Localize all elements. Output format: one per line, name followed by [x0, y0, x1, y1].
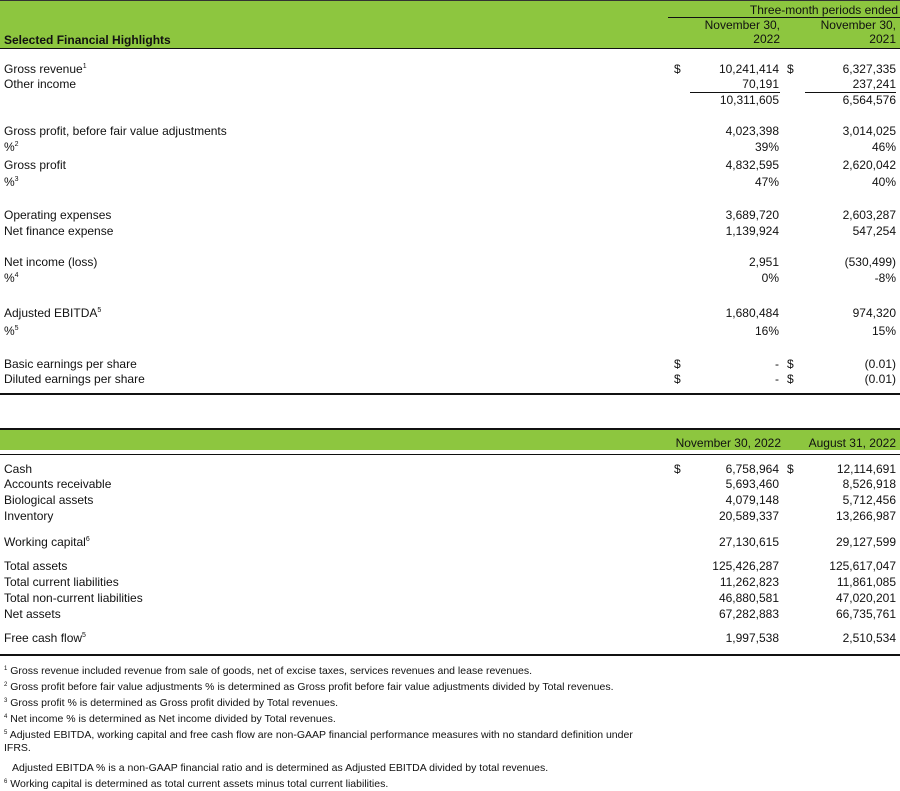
- row-label: [4, 575, 119, 589]
- value-col2: 5,712,456: [842, 493, 896, 507]
- table2-bottom-rule: [0, 654, 900, 656]
- footnote-ref: 1: [82, 63, 87, 70]
- row-label-text: Net assets: [4, 607, 61, 621]
- table1-header-rule: [0, 48, 900, 49]
- row-label: [4, 255, 97, 269]
- footnote-text: Gross profit % is determined as Gross profit divided by Total revenues.: [10, 697, 339, 709]
- footnote-number: 2: [4, 682, 8, 688]
- currency-symbol: $: [787, 357, 794, 371]
- row-label: [4, 591, 143, 605]
- value-col2: (0.01): [864, 357, 896, 371]
- row-label-text: Total current liabilities: [4, 575, 119, 589]
- row-label-text: Operating expenses: [4, 208, 112, 222]
- value-col2: 8,526,918: [842, 477, 896, 491]
- footnote-ref: 5: [14, 325, 19, 332]
- footnote: [4, 680, 614, 694]
- value-col2: 2,603,287: [842, 208, 896, 222]
- footnote-text: Gross revenue included revenue from sale of goods, net of excise taxes, services revenues and lease revenues.: [10, 665, 533, 677]
- value-col1: 39%: [754, 140, 779, 154]
- value-col1: 4,079,148: [725, 493, 779, 507]
- row-label: [4, 631, 86, 645]
- value-col1: 125,426,287: [712, 559, 779, 573]
- row-label-text: Gross revenue: [4, 62, 83, 76]
- row-label-text: Net income (loss): [4, 255, 98, 269]
- row-label-text: Total assets: [4, 559, 68, 573]
- value-col2: 3,014,025: [842, 124, 896, 138]
- value-col2: 66,735,761: [835, 607, 896, 621]
- value-col2: 6,327,335: [842, 62, 896, 76]
- row-label: [4, 509, 53, 523]
- value-col2: -8%: [874, 271, 896, 285]
- footnote-number: 4: [4, 714, 8, 720]
- row-label: [4, 559, 67, 573]
- value-col2: (530,499): [844, 255, 896, 269]
- value-col2: 2,620,042: [842, 158, 896, 172]
- footnote: [4, 712, 336, 726]
- row-label-text: Cash: [4, 462, 33, 476]
- subtotal-rule-col2: [805, 92, 896, 93]
- row-label: [4, 62, 87, 76]
- footnote-text: Adjusted EBITDA, working capital and free cash flow are non-GAAP financial performance measures with no standard definition under: [9, 729, 633, 741]
- value-col1: 70,191: [742, 77, 779, 91]
- row-label-text: Diluted earnings per share: [4, 372, 145, 386]
- currency-symbol: $: [674, 62, 681, 76]
- row-label-text: Adjusted EBITDA: [4, 306, 98, 320]
- footnote-ref: 6: [85, 536, 90, 543]
- value-col1: 2,951: [748, 255, 779, 269]
- table2-col1-header: November 30, 2022: [675, 436, 781, 450]
- footnote-text: IFRS.: [4, 742, 31, 754]
- row-label-text: %: [4, 324, 15, 338]
- row-label-text: Inventory: [4, 509, 54, 523]
- col1-header-line1: November 30,: [704, 18, 780, 32]
- value-col1: 6,758,964: [725, 462, 779, 476]
- footnote: [4, 741, 31, 755]
- row-label: [4, 124, 227, 138]
- value-col2: 13,266,987: [835, 509, 896, 523]
- currency-symbol: $: [787, 62, 794, 76]
- row-label-text: %: [4, 175, 15, 189]
- row-label-text: Gross profit: [4, 158, 67, 172]
- row-label: [4, 158, 66, 172]
- row-label: [4, 175, 19, 189]
- value-col1: 67,282,883: [718, 607, 779, 621]
- value-col1: 16%: [754, 324, 779, 338]
- value-col2: 125,617,047: [829, 559, 896, 573]
- row-label-text: Gross profit, before fair value adjustments: [4, 124, 227, 138]
- footnote: [4, 728, 633, 742]
- currency-symbol: $: [787, 462, 794, 476]
- table1-bottom-rule: [0, 393, 900, 395]
- row-label-text: Working capital: [4, 535, 86, 549]
- value-col1: 3,689,720: [725, 208, 779, 222]
- value-col1: 5,693,460: [725, 477, 779, 491]
- value-col1: -: [775, 357, 779, 371]
- table1-title: Selected Financial Highlights: [4, 33, 171, 47]
- value-col2: 974,320: [852, 306, 896, 320]
- value-col1: 10,241,414: [718, 62, 779, 76]
- value-col2: 29,127,599: [835, 535, 896, 549]
- row-label: [4, 306, 101, 320]
- table2-header-rule: [0, 454, 900, 455]
- row-label: [4, 271, 19, 285]
- footnote-text: Gross profit before fair value adjustments % is determined as Gross profit before fair value adjustments divided by Total revenues.: [10, 681, 614, 693]
- row-label-text: Basic earnings per share: [4, 357, 137, 371]
- footnote-ref: 5: [82, 632, 86, 639]
- row-label: [4, 493, 93, 507]
- value-col1: 11,262,823: [719, 575, 779, 589]
- footnote-ref: 2: [14, 141, 19, 148]
- table2-col2-header: August 31, 2022: [808, 436, 896, 450]
- value-col1: 10,311,605: [719, 93, 779, 107]
- row-label: [4, 140, 19, 154]
- value-col1: 27,130,615: [718, 535, 779, 549]
- col2-header-line1: November 30,: [820, 18, 896, 32]
- period-header: Three-month periods ended: [749, 3, 898, 17]
- footnote: [12, 761, 548, 775]
- value-col1: -: [775, 372, 779, 386]
- currency-symbol: $: [674, 372, 681, 386]
- row-label: [4, 462, 32, 476]
- row-label-text: Biological assets: [4, 493, 94, 507]
- value-col2: 46%: [871, 140, 896, 154]
- value-col1: 0%: [761, 271, 779, 285]
- table2-top-border: [0, 428, 900, 430]
- value-col1: 20,589,337: [718, 509, 779, 523]
- value-col1: 46,880,581: [718, 591, 779, 605]
- footnote-number: 3: [4, 698, 8, 704]
- row-label: [4, 208, 111, 222]
- value-col2: 237,241: [852, 77, 896, 91]
- row-label-text: Other income: [4, 77, 77, 91]
- footnote-ref: 3: [14, 176, 19, 183]
- row-label: [4, 372, 145, 386]
- row-label-text: Net finance expense: [4, 224, 114, 238]
- table1-top-border: [0, 0, 900, 1]
- value-col2: 11,861,085: [836, 575, 896, 589]
- footnote-text: Working capital is determined as total current assets minus total current liabilities.: [10, 778, 389, 790]
- value-col2: 15%: [871, 324, 896, 338]
- row-label: [4, 77, 76, 91]
- value-col2: 12,114,691: [836, 462, 896, 476]
- footnote-text: Net income % is determined as Net income divided by Total revenues.: [10, 713, 336, 725]
- value-col1: 1,680,484: [725, 306, 779, 320]
- value-col2: 6,564,576: [842, 93, 896, 107]
- subtotal-rule-col1: [690, 92, 780, 93]
- row-label-text: %: [4, 271, 15, 285]
- footnote-text: Adjusted EBITDA % is a non-GAAP financial ratio and is determined as Adjusted EBITDA divided by total revenues.: [12, 762, 549, 774]
- row-label-text: Accounts receivable: [4, 477, 112, 491]
- value-col2: 40%: [871, 175, 896, 189]
- row-label-text: Total non-current liabilities: [4, 591, 143, 605]
- value-col2: 2,510,534: [842, 631, 896, 645]
- footnote: [4, 664, 532, 678]
- footnote: [4, 777, 388, 791]
- value-col1: 4,832,595: [725, 158, 779, 172]
- value-col2: (0.01): [864, 372, 896, 386]
- footnote-number: 5: [4, 730, 8, 736]
- row-label: [4, 224, 113, 238]
- footnote-ref: 5: [97, 307, 102, 314]
- row-label: [4, 535, 90, 549]
- currency-symbol: $: [787, 372, 794, 386]
- row-label: [4, 324, 19, 338]
- value-col1: 4,023,398: [725, 124, 779, 138]
- col1-header-line2: 2022: [753, 32, 780, 46]
- value-col1: 1,997,538: [725, 631, 779, 645]
- value-col1: 1,139,924: [725, 224, 779, 238]
- col2-header-line2: 2021: [869, 32, 896, 46]
- footnote-ref: 4: [14, 272, 19, 279]
- currency-symbol: $: [674, 357, 681, 371]
- row-label: [4, 357, 137, 371]
- row-label: [4, 607, 61, 621]
- row-label-text: Free cash flow: [4, 631, 83, 645]
- value-col2: 547,254: [852, 224, 896, 238]
- currency-symbol: $: [674, 462, 681, 476]
- footnote-number: 6: [4, 779, 8, 785]
- value-col2: 47,020,201: [835, 591, 896, 605]
- footnote-number: 1: [4, 666, 8, 672]
- row-label-text: %: [4, 140, 15, 154]
- value-col1: 47%: [754, 175, 779, 189]
- footnote: [4, 696, 338, 710]
- row-label: [4, 477, 111, 491]
